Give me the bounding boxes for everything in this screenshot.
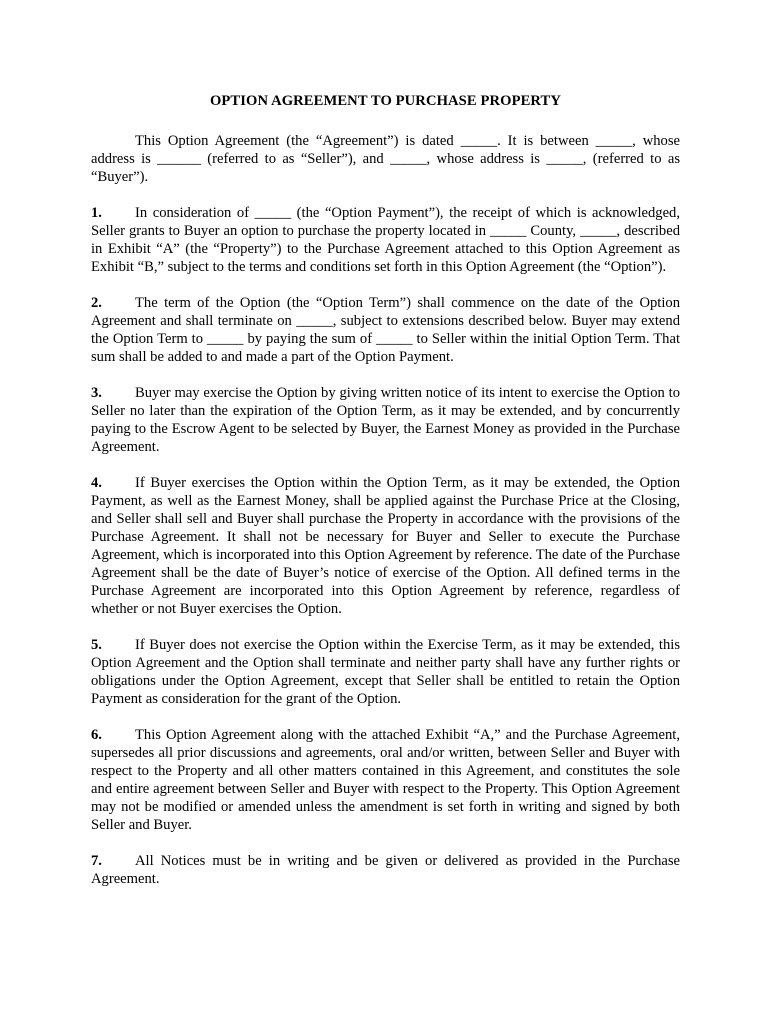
section-text: All Notices must be in writing and be given or delivered as provided in the Purchase Agreement.	[91, 853, 680, 887]
section-4	[91, 474, 680, 618]
section-2	[91, 294, 680, 366]
section-5	[91, 636, 680, 708]
section-number: 6.	[91, 727, 102, 743]
section-text: If Buyer exercises the Option within the Option Term, as it may be extended, the Option Payment, as well as the Earnest Money, shall be applied against the Purchase Price at the Closing, and Seller shall sell and Buyer shall purchase the Property in accordance with the provisions of the Purchase Agreement. It shall not be necessary for Buyer and Seller to execute the Purchase Agreement, which is incorporated into this Option Agreement by reference. The date of the Purchase Agreement shall be the date of Buyer’s notice of exercise of the Option. All defined terms in the Purchase Agreement are incorporated into this Option Agreement by reference, regardless of whether or not Buyer exercises the Option.	[91, 475, 680, 617]
section-6	[91, 726, 680, 834]
section-text: The term of the Option (the “Option Term”) shall commence on the date of the Option Agreement and shall terminate on _____, subject to extensions described below. Buyer may extend the Option Term to _____ by paying the sum of _____ to Seller within the initial Option Term. That sum shall be added to and made a part of the Option Payment.	[91, 295, 680, 365]
section-number: 4.	[91, 475, 102, 491]
section-1	[91, 204, 680, 276]
document-page	[91, 92, 680, 906]
section-number: 7.	[91, 853, 102, 869]
section-number: 5.	[91, 637, 102, 653]
section-number: 1.	[91, 205, 102, 221]
section-text: In consideration of _____ (the “Option Payment”), the receipt of which is acknowledged, Seller grants to Buyer an option to purchase the property located in _____ County, _____, described in Exhibit “A” (the “Property”) to the Purchase Agreement attached to this Option Agreement as Exhibit “B,” subject to the terms and conditions set forth in this Option Agreement (the “Option”).	[91, 205, 680, 275]
section-text: If Buyer does not exercise the Option within the Exercise Term, as it may be extended, this Option Agreement and the Option shall terminate and neither party shall have any further rights or obligations under the Option Agreement, except that Seller shall be entitled to retain the Option Payment as consideration for the grant of the Option.	[91, 637, 680, 707]
document-title: OPTION AGREEMENT TO PURCHASE PROPERTY	[209, 93, 562, 109]
section-number: 3.	[91, 385, 102, 401]
section-text: This Option Agreement along with the attached Exhibit “A,” and the Purchase Agreement, supersedes all prior discussions and agreements, oral and/or written, between Seller and Buyer with respect to the Property and all other matters contained in this Agreement, and constitutes the sole and entire agreement between Seller and Buyer with respect to the Property. This Option Agreement may not be modified or amended unless the amendment is set forth in writing and signed by both Seller and Buyer.	[91, 727, 680, 833]
section-number: 2.	[91, 295, 102, 311]
section-text: Buyer may exercise the Option by giving written notice of its intent to exercise the Option to Seller no later than the expiration of the Option Term, as it may be extended, and by concurrently paying to the Escrow Agent to be selected by Buyer, the Earnest Money as provided in the Purchase Agreement.	[91, 385, 680, 455]
section-3	[91, 384, 680, 456]
intro-paragraph: This Option Agreement (the “Agreement”) is dated _____. It is between _____, whose address is ______ (referred to as “Seller”), and _____, whose address is _____, (referred to as “Buyer”).	[91, 133, 680, 185]
section-7	[91, 852, 680, 888]
